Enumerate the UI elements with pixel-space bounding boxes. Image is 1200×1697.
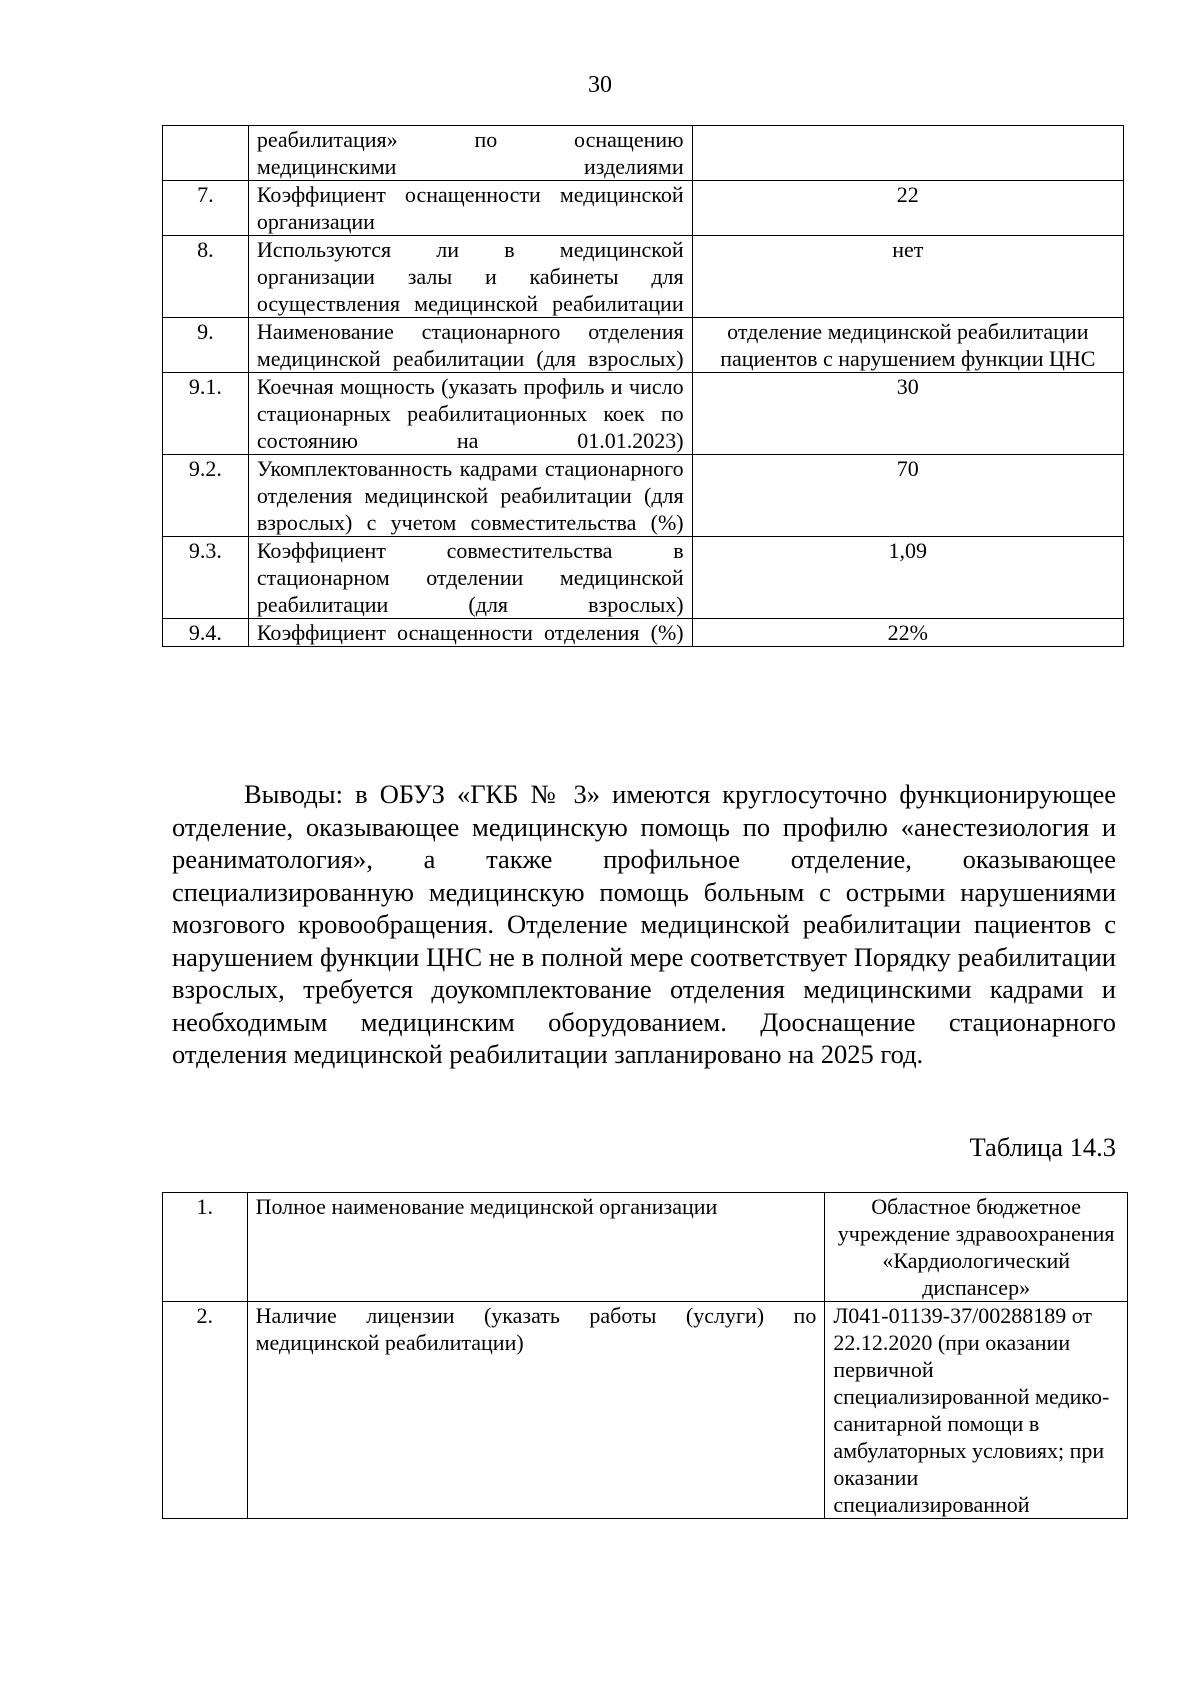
row-value: Областное бюджетное учреждение здравоохранения «Кардиологический диспансер» [825, 1193, 1128, 1302]
row-description: Коэффициент совместительства в стационарном отделении медицинской реабилитации (для взрослых) [248, 537, 692, 619]
row-value: 30 [692, 373, 1123, 455]
row-description: Коэффициент оснащенности медицинской организации [248, 181, 692, 236]
table-row [163, 1302, 1128, 1519]
row-description: Используются ли в медицинской организации залы и кабинеты для осуществления медицинской реабилитации [248, 236, 692, 318]
page-number: 30 [588, 72, 612, 98]
row-description: реабилитация» по оснащению медицинскими изделиями [248, 126, 692, 181]
table-row [163, 181, 1124, 236]
table-row [163, 318, 1124, 373]
conclusion-paragraph: Выводы: в ОБУЗ «ГКБ № 3» имеются круглосуточно функционирующее отделение, оказывающее медицинскую помощь по профилю «анестезиология и реаниматология», а также профильное отделение, оказывающее специализированную медицинскую помощь больным с острыми нарушениями мозгового кровообращения. Отделение медицинской реабилитации пациентов с нарушением функции ЦНС не в полной мере соответствует Порядку реабилитации взрослых, требуется доукомплектование отделения медицинскими кадрами и необходимым медицинским оборудованием. Дооснащение стационарного отделения медицинской реабилитации запланировано на 2025 год. [172, 779, 1116, 1069]
row-description: Наличие лицензии (указать работы (услуги) по медицинской реабилитации) [247, 1302, 825, 1519]
cardiology-dispensary-table [162, 1192, 1128, 1519]
row-number: 1. [163, 1193, 248, 1302]
table-row [163, 236, 1124, 318]
row-value: отделение медицинской реабилитации пациентов с нарушением функции ЦНС [692, 318, 1123, 373]
table-row [163, 126, 1124, 181]
row-value [692, 126, 1123, 181]
rehab-table-continued [162, 125, 1124, 647]
row-number: 9. [163, 318, 249, 373]
row-number: 7. [163, 181, 249, 236]
table-row [163, 1193, 1128, 1302]
row-number [163, 126, 249, 181]
row-number: 9.3. [163, 537, 249, 619]
row-number: 8. [163, 236, 249, 318]
table-row [163, 455, 1124, 537]
row-value: нет [692, 236, 1123, 318]
table-row [163, 619, 1124, 647]
row-number: 9.4. [163, 619, 249, 647]
table-row [163, 373, 1124, 455]
row-description: Укомплектованность кадрами стационарного отделения медицинской реабилитации (для взрослых) с учетом совместительства (%) [248, 455, 692, 537]
row-number: 9.2. [163, 455, 249, 537]
row-description: Полное наименование медицинской организации [247, 1193, 825, 1302]
row-number: 9.1. [163, 373, 249, 455]
table-row [163, 537, 1124, 619]
row-value: 22% [692, 619, 1123, 647]
row-value: 22 [692, 181, 1123, 236]
table-caption: Таблица 14.3 [969, 1132, 1116, 1162]
row-description: Наименование стационарного отделения медицинской реабилитации (для взрослых) [248, 318, 692, 373]
row-value: Л041-01139-37/00288189 от 22.12.2020 (при оказании первичной специализированной медико-санитарной помощи в амбулаторных условиях; при оказании специализированной [825, 1302, 1128, 1519]
row-description: Коечная мощность (указать профиль и число стационарных реабилитационных коек по состоянию на 01.01.2023) [248, 373, 692, 455]
row-number: 2. [163, 1302, 248, 1519]
row-value: 70 [692, 455, 1123, 537]
row-value: 1,09 [692, 537, 1123, 619]
row-description: Коэффициент оснащенности отделения (%) [248, 619, 692, 647]
